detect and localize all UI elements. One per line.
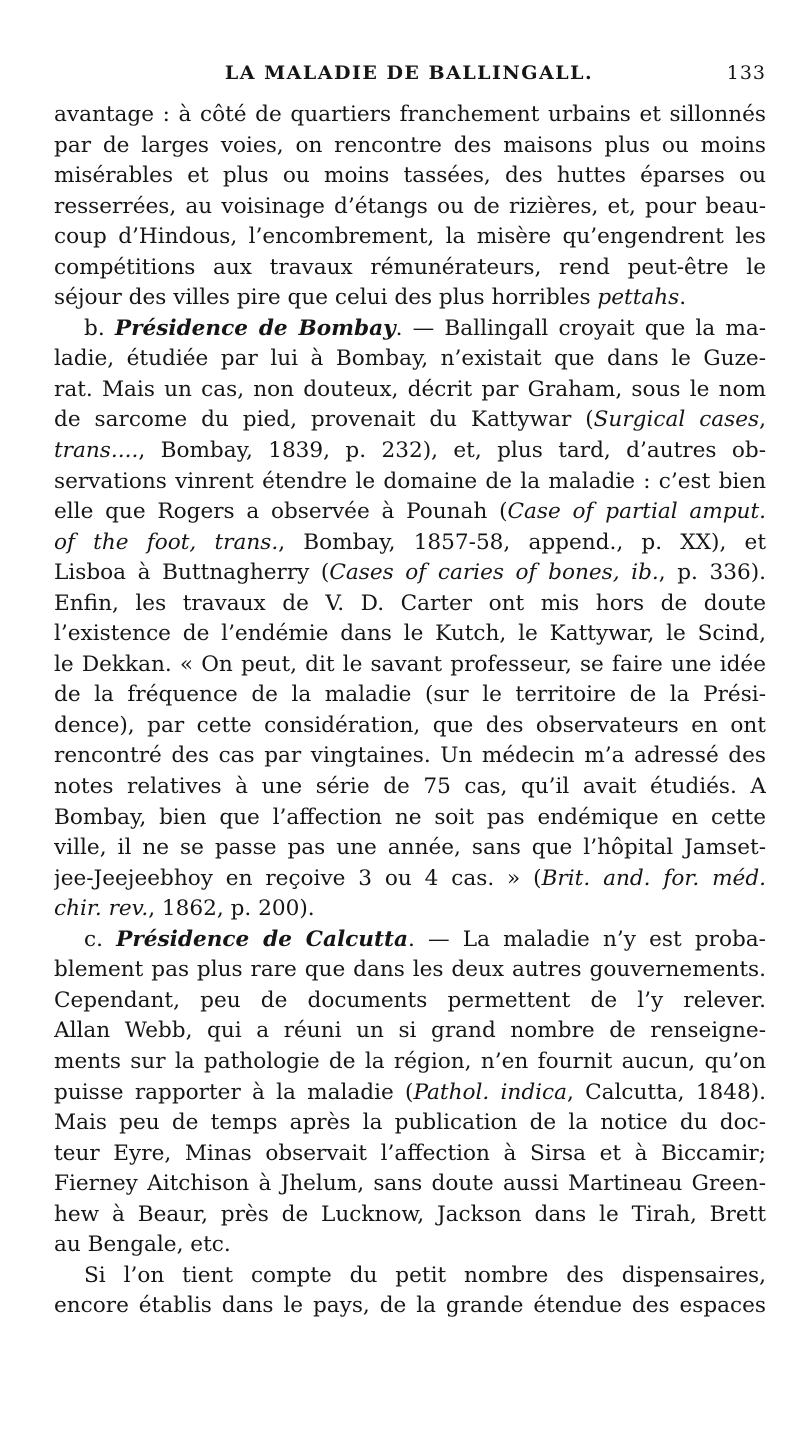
text-run: rencontré des cas par vingtaines. Un médecin m’a adressé des <box>54 743 766 769</box>
text-run: séjour des villes pire que celui des plus horribles <box>54 285 598 311</box>
emphasized-text: chir. rev. <box>54 896 149 922</box>
text-line <box>54 314 766 345</box>
text-line <box>54 222 766 253</box>
text-run: resserrées, au voisinage d’étangs ou de rizières, et, pour beau- <box>54 193 766 219</box>
text-run: elle que Rogers a observée à Pounah ( <box>54 499 508 525</box>
text-run: blement pas plus rare que dans les deux autres gouvernements. <box>54 957 766 983</box>
emphasized-text: pettahs <box>597 285 680 311</box>
text-line <box>54 680 766 711</box>
text-run: dence), par cette considération, que des observateurs en ont <box>54 712 766 738</box>
text-run: Lisboa à Buttnagherry ( <box>54 560 330 586</box>
text-line <box>54 1078 766 1109</box>
text-line <box>54 467 766 498</box>
text-run: notes relatives à une série de 75 cas, qu’il avait étudiés. A <box>54 774 766 800</box>
page-number: 133 <box>726 62 766 84</box>
emphasized-text: Surgical cases <box>593 407 760 433</box>
text-run: Allan Webb, qui a réuni un si grand nombre de renseigne- <box>54 1018 766 1044</box>
text-run: jee-Jeejeebhoy en reçoive 3 ou 4 cas. » ( <box>54 865 542 891</box>
text-run: rat. Mais un cas, non douteux, décrit par Graham, sous le nom <box>54 376 766 402</box>
text-line <box>54 589 766 620</box>
body-text <box>54 100 766 1322</box>
text-run: ments sur la pathologie de la région, n’en fournit aucun, qu’on <box>54 1048 766 1074</box>
emphasized-text: of the foot, trans. <box>54 529 279 555</box>
text-run: teur Eyre, Minas observait l’affection à Sirsa et à Biccamir; <box>54 1140 766 1166</box>
text-run: Cependant, peu de documents permettent de l’y relever. <box>54 987 766 1013</box>
text-line <box>54 925 766 956</box>
text-line <box>54 161 766 192</box>
text-run: . — Ballingall croyait que la ma- <box>395 315 766 341</box>
text-line <box>54 1261 766 1292</box>
text-line <box>54 894 766 925</box>
text-line <box>54 497 766 528</box>
text-line <box>54 772 766 803</box>
text-run: c. <box>84 926 117 952</box>
text-line <box>54 986 766 1017</box>
text-line <box>54 1047 766 1078</box>
running-header <box>52 62 766 92</box>
text-line <box>54 955 766 986</box>
text-line <box>54 1291 766 1322</box>
text-line <box>54 1200 766 1231</box>
text-run: l’existence de l’endémie dans le Kutch, le Kattywar, le Scind, <box>54 621 766 647</box>
text-run: avantage : à côté de quartiers franchement urbains et sillonnés <box>54 102 766 127</box>
text-line <box>54 344 766 375</box>
text-run: le Dekkan. « On peut, dit le savant professeur, se faire une idée <box>54 651 766 677</box>
emphasized-text: Présidence de Bombay <box>114 315 396 341</box>
text-line <box>54 650 766 681</box>
text-run: b. <box>84 315 115 341</box>
emphasized-text: Pathol. indica <box>413 1079 568 1105</box>
emphasized-text: Présidence de Calcutta <box>116 926 408 952</box>
text-line <box>54 833 766 864</box>
text-line <box>54 405 766 436</box>
text-line <box>54 375 766 406</box>
text-run: compétitions aux travaux rémunérateurs, rend peut-être le <box>54 254 766 280</box>
text-line <box>54 192 766 223</box>
emphasized-text: Brit. and. for. méd. <box>541 865 766 891</box>
text-run: ladie, étudiée par lui à Bombay, n’existait que dans le Guze- <box>54 346 766 372</box>
text-run: , <box>759 407 766 433</box>
text-line <box>54 436 766 467</box>
emphasized-text: trans.... <box>54 438 139 464</box>
text-line <box>54 1139 766 1170</box>
text-run: . <box>679 285 687 311</box>
text-run: , Bombay, 1857-58, append., p. XX), et <box>278 529 766 555</box>
text-run: de la fréquence de la maladie (sur le territoire de la Prési- <box>54 682 766 708</box>
text-run: par de larges voies, on rencontre des maisons plus ou moins <box>54 132 766 158</box>
text-line <box>54 1108 766 1139</box>
text-run: servations vinrent étendre le domaine de la maladie : c’est bien <box>54 468 766 494</box>
text-run: misérables et plus ou moins tassées, des huttes éparses ou <box>54 163 766 189</box>
emphasized-text: Case of partial amput. <box>507 499 766 525</box>
text-run: ville, il ne se passe pas une année, sans que l’hôpital Jamset- <box>54 835 766 861</box>
text-run: de sarcome du pied, provenait du Kattywar ( <box>54 407 594 433</box>
text-run: au Bengale, etc. <box>54 1232 231 1258</box>
running-title: LA MALADIE DE BALLINGALL. <box>224 62 594 84</box>
text-line <box>54 1230 766 1261</box>
text-run: , Calcutta, 1848). <box>567 1079 766 1105</box>
text-run: Si l’on tient compte du petit nombre des dispensaires, <box>84 1262 766 1288</box>
text-line <box>54 131 766 162</box>
text-run: , 1862, p. 200). <box>148 896 315 922</box>
text-line <box>54 253 766 284</box>
text-run: . — La maladie n’y est proba- <box>407 926 766 952</box>
text-line <box>54 864 766 895</box>
emphasized-text: Cases of caries of bones, ib. <box>329 560 659 586</box>
text-line <box>54 100 766 131</box>
text-line <box>54 711 766 742</box>
text-run: encore établis dans le pays, de la grande étendue des espaces <box>54 1293 766 1319</box>
text-line <box>54 1169 766 1200</box>
text-run: puisse rapporter à la maladie ( <box>54 1079 414 1105</box>
text-run: hew à Beaur, près de Lucknow, Jackson dans le Tirah, Brett <box>54 1201 766 1227</box>
text-line <box>54 1016 766 1047</box>
text-run: , p. 336). <box>658 560 766 586</box>
text-line <box>54 619 766 650</box>
text-run: coup d’Hindous, l’encombrement, la misère qu’engendrent les <box>54 224 766 250</box>
text-line <box>54 741 766 772</box>
text-line <box>54 528 766 559</box>
text-run: , Bombay, 1839, p. 232), et, plus tard, d’autres ob- <box>138 438 766 464</box>
text-run: Enfin, les travaux de V. D. Carter ont mis hors de doute <box>54 590 766 616</box>
text-run: Bombay, bien que l’affection ne soit pas endémique en cette <box>54 804 766 830</box>
text-run: Fierney Aitchison à Jhelum, sans doute aussi Martineau Green- <box>54 1171 766 1197</box>
text-run: Mais peu de temps après la publication de la notice du doc- <box>54 1110 766 1136</box>
text-line <box>54 558 766 589</box>
text-line <box>54 803 766 834</box>
text-line <box>54 283 766 314</box>
